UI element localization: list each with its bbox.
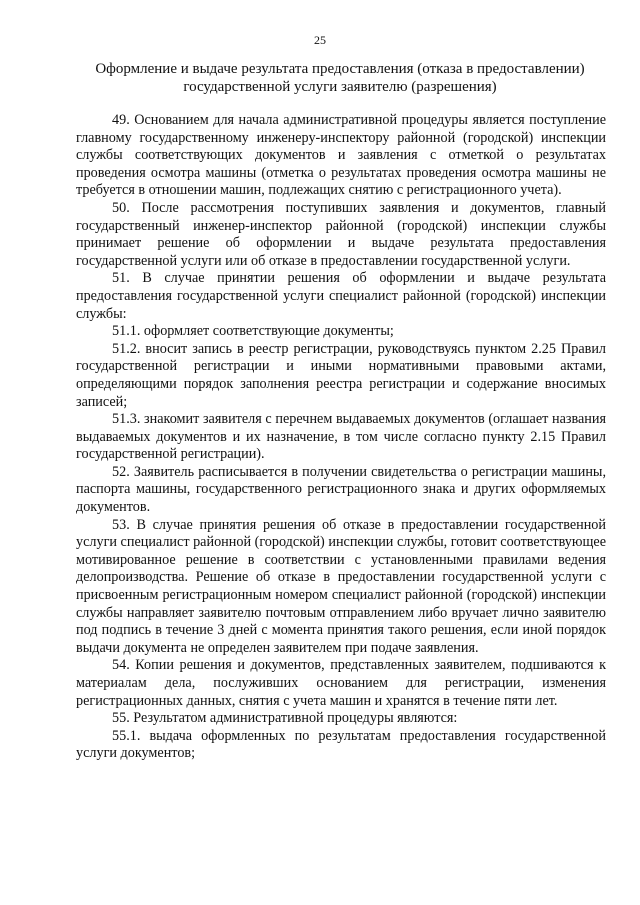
- paragraph-51-1: 51.1. оформляет соответствующие документы;: [112, 323, 394, 340]
- paragraph-51-2: 51.2. вносит запись в реестр регистрации, руководствуясь пунктом 2.25 Правил государственной регистрации и иными нормативными правовыми актами, определяющими порядок заполнения реестра регистрации и содержание вносимых записей;: [76, 340, 606, 410]
- section-heading: Оформление и выдаче результата предоставления (отказа в предоставлении) государственной услуги заявителю (разрешения): [95, 61, 585, 95]
- paragraph-49: 49. Основанием для начала административной процедуры является поступление главному государственному инженеру-инспектору районной (городской) инспекции службы соответствующих документов и заявления с отметкой о результатах проведения осмотра машины (отметка о результатах проведения осмотра машины не требуется в отношении машин, подлежащих снятию с регистрационного учета).: [76, 112, 606, 199]
- paragraph-51-3: 51.3. знакомит заявителя с перечнем выдаваемых документов (оглашает названия выдаваемых документов и их назначение, в том числе согласно пункту 2.15 Правил государственной регистрации).: [76, 411, 606, 463]
- paragraph-51: 51. В случае принятии решения об оформлении и выдаче результата предоставления государственной услуги специалист районной (городской) инспекции службы:: [76, 270, 606, 322]
- paragraph-55-1: 55.1. выдача оформленных по результатам предоставления государственной услуги документов;: [76, 727, 606, 762]
- document-body: [76, 112, 606, 763]
- paragraph-53: 53. В случае принятия решения об отказе в предоставлении государственной услуги специалист районной (городской) инспекции службы, готовит соответствующее мотивированное решение в соответствии с установленными правилами ведения делопроизводства. Решение об отказе в предоставлении государственной услуги с присвоенным регистрационным номером специалист районной (городской) инспекции службы направляет заявителю почтовым отправлением либо вручает лично заявителю под подпись в течение 3 дней с момента принятия такого решения, если иной порядок выдачи документа не определен заявителем при подаче заявления.: [76, 516, 606, 656]
- paragraph-54: 54. Копии решения и документов, представленных заявителем, подшиваются к материалам дела, послуживших основанием для регистрации, изменения регистрационных данных, снятия с учета машин и хранятся в течение пяти лет.: [76, 657, 606, 709]
- paragraph-55: 55. Результатом административной процедуры являются:: [112, 710, 458, 727]
- page-number: 25: [314, 33, 326, 47]
- paragraph-50: 50. После рассмотрения поступивших заявления и документов, главный государственный инженер-инспектор районной (городской) инспекции службы принимает решение об оформлении и выдаче результата предоставления государственной услуги или об отказе в предоставлении государственной услуги.: [76, 199, 606, 269]
- paragraph-52: 52. Заявитель расписывается в получении свидетельства о регистрации машины, паспорта машины, государственного регистрационного знака и других оформляемых документов.: [76, 463, 606, 516]
